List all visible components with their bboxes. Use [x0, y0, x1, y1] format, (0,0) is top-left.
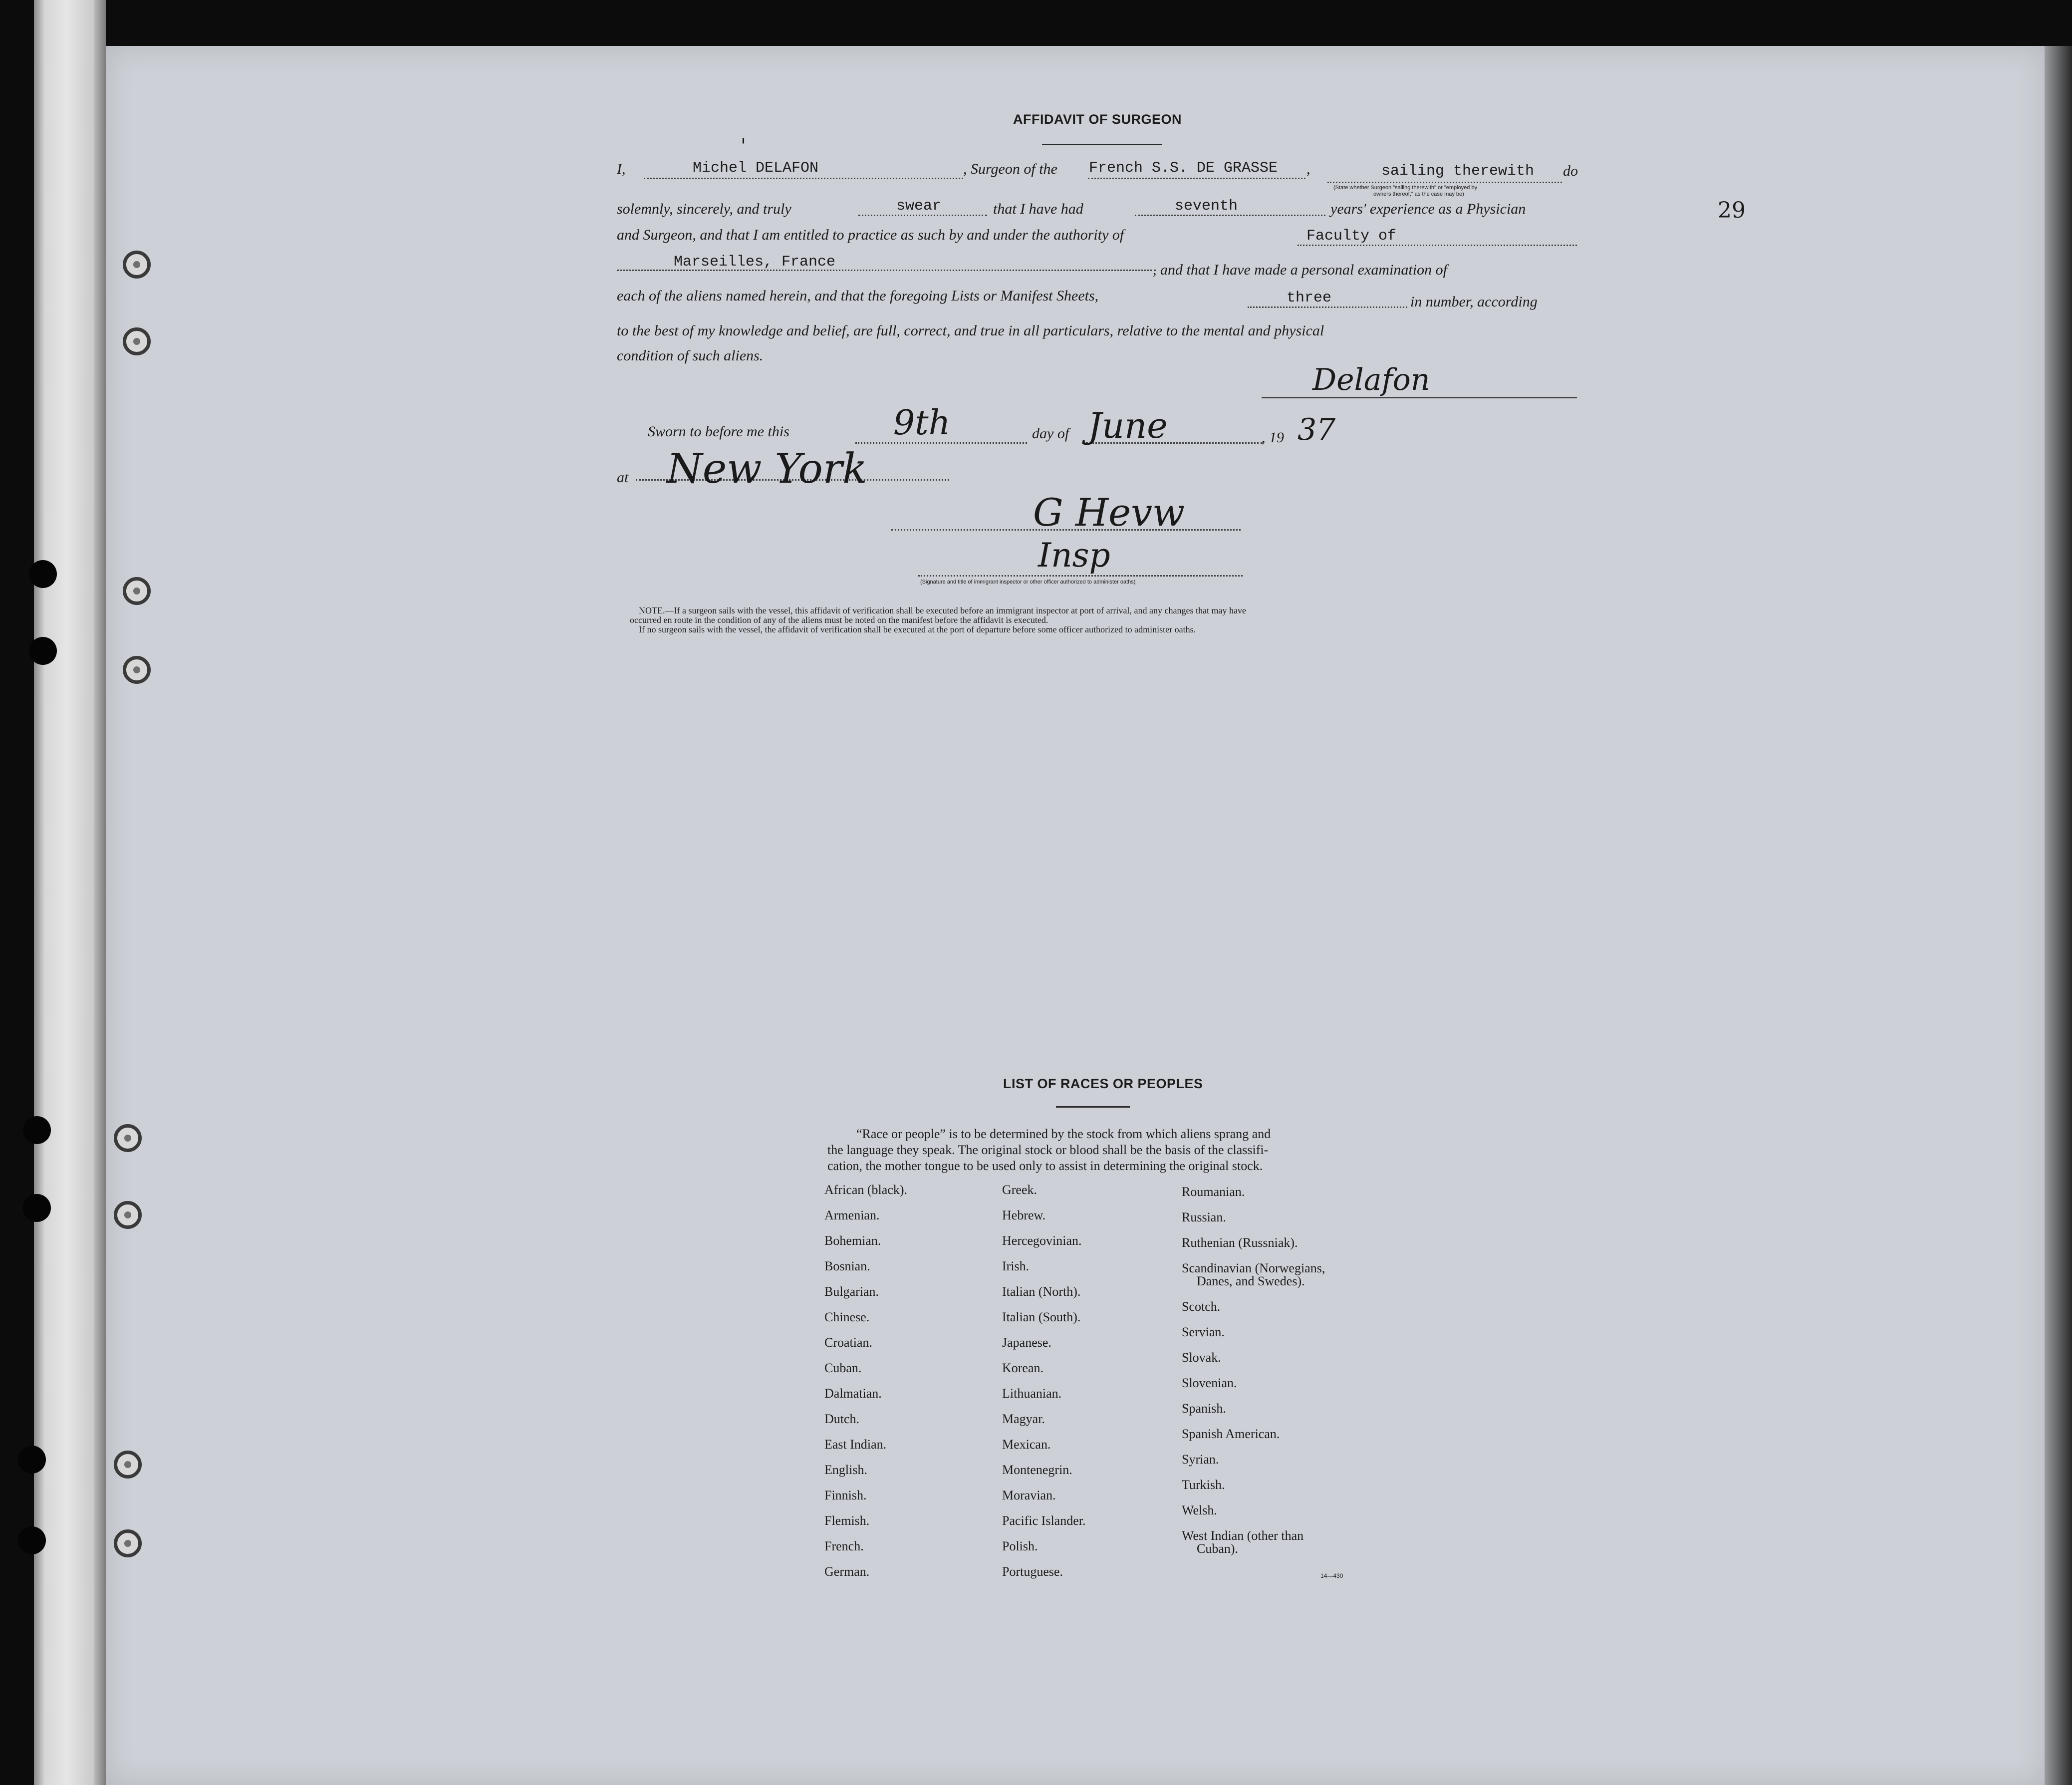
text-19: , 19: [1262, 429, 1284, 446]
officer-signature: G Hevw: [1033, 490, 1185, 535]
race-item: Dalmatian.: [824, 1386, 882, 1401]
race-item: Lithuanian.: [1002, 1386, 1062, 1401]
race-item: Slovenian.: [1182, 1376, 1237, 1390]
race-item: Moravian.: [1002, 1488, 1056, 1502]
race-item: Irish.: [1002, 1259, 1030, 1273]
place: New York: [667, 445, 867, 493]
race-item: Syrian.: [1182, 1452, 1219, 1467]
text-personal-examination: , and that I have made a personal examination of: [1153, 262, 1447, 278]
sailing-note-1: (State whether Surgeon "sailing therewith" or "employed by: [1333, 185, 1478, 191]
punch-hole: [123, 251, 151, 279]
race-item: Scotch.: [1182, 1299, 1221, 1314]
punch-hole: [123, 327, 151, 355]
oath-word: swear: [896, 198, 942, 215]
punch-hole: [29, 560, 57, 588]
race-item: Bosnian.: [824, 1259, 870, 1273]
race-item: Korean.: [1002, 1361, 1044, 1375]
race-item: Spanish American.: [1182, 1427, 1280, 1441]
note-line-2: occurred en route in the condition of any of the aliens must be noted on the manifest before the affidavit is executed.: [630, 615, 1048, 625]
text-solemnly: solemnly, sincerely, and truly: [617, 201, 791, 217]
race-item: Servian.: [1182, 1325, 1225, 1339]
note-line-3: If no surgeon sails with the vessel, the affidavit of verification shall be executed at the port of departure before some officer authorized to administer oaths.: [639, 624, 1196, 634]
race-item: East Indian.: [824, 1437, 887, 1452]
race-item: Finnish.: [824, 1488, 867, 1502]
text-at: at: [617, 469, 629, 486]
sailing-line: [1327, 182, 1562, 183]
race-item: Roumanian.: [1182, 1185, 1245, 1199]
race-item: Bulgarian.: [824, 1284, 879, 1299]
punch-hole: [18, 1526, 46, 1554]
race-item: Portuguese.: [1002, 1564, 1063, 1579]
text-to-the-best: to the best of my knowledge and belief, are full, correct, and true in all particulars, relative to the mental and physical: [617, 322, 1324, 339]
binder-strip: [34, 0, 94, 1785]
officer-title-line: [918, 575, 1243, 577]
punch-hole: [123, 577, 151, 605]
race-item: Bohemian.: [824, 1233, 881, 1248]
race-item: English.: [824, 1463, 867, 1477]
authority-1: Faculty of: [1306, 228, 1397, 245]
punch-hole: [123, 656, 151, 684]
races-title: LIST OF RACES OR PEOPLES: [1003, 1076, 1203, 1091]
race-item: Turkish.: [1182, 1478, 1225, 1492]
text-in-number: in number, according: [1410, 294, 1538, 310]
text-do: do: [1563, 163, 1578, 179]
races-intro-3: cation, the mother tongue to be used only to assist in determining the original stock.: [827, 1159, 1263, 1173]
text-each-of-the-aliens: each of the aliens named herein, and that the foregoing Lists or Manifest Sheets,: [617, 288, 1099, 304]
text-surgeon-of: , Surgeon of the: [963, 161, 1057, 177]
sworn-day: 9th: [893, 403, 951, 443]
affidavit-title: AFFIDAVIT OF SURGEON: [1013, 112, 1182, 127]
text-and-surgeon: and Surgeon, and that I am entitled to practice as such by and under the authority of: [617, 227, 1124, 243]
binder-edge: [94, 0, 106, 1785]
race-item: Pacific Islander.: [1002, 1513, 1086, 1528]
race-item: Italian (South).: [1002, 1310, 1081, 1324]
officer-caption: (Signature and title of immigrant inspector or other officer authorized to administer oaths): [920, 579, 1136, 585]
race-item: Danes, and Swedes).: [1197, 1274, 1305, 1288]
oath-line: [858, 215, 987, 216]
race-item: Italian (North).: [1002, 1284, 1081, 1299]
race-item: Ruthenian (Russniak).: [1182, 1235, 1298, 1250]
race-item: Japanese.: [1002, 1335, 1051, 1350]
race-item: Russian.: [1182, 1210, 1226, 1224]
sworn-month: June: [1088, 405, 1168, 446]
vessel-line: [1088, 178, 1305, 179]
text-comma: ,: [1306, 161, 1310, 177]
officer-title: Insp: [1038, 536, 1110, 575]
punch-hole: [23, 1116, 51, 1144]
race-item: Chinese.: [824, 1310, 870, 1324]
race-item: Polish.: [1002, 1539, 1038, 1553]
race-item: Dutch.: [824, 1412, 860, 1426]
title-rule: [1042, 144, 1162, 145]
text-day-of: day of: [1032, 425, 1069, 442]
race-item: French.: [824, 1539, 864, 1553]
punch-hole: [114, 1124, 142, 1152]
text-sworn: Sworn to before me this: [648, 423, 789, 440]
sheets-line: [1248, 306, 1407, 308]
note-line-1: NOTE.—If a surgeon sails with the vessel, this affidavit of verification shall be executed before an immigrant inspector at port of arrival, and any changes that may have: [639, 605, 1246, 615]
race-item: Croatian.: [824, 1335, 873, 1350]
surgeon-signature: Delafon: [1312, 362, 1430, 397]
race-item: Hebrew.: [1002, 1208, 1046, 1222]
surgeon-name-line: [644, 178, 963, 179]
text-I: I,: [617, 161, 626, 177]
text-that-i-have-had: that I have had: [993, 201, 1083, 217]
surgeon-signature-line: [1262, 397, 1577, 398]
race-item: West Indian (other than: [1182, 1528, 1304, 1543]
authority-2: Marseilles, France: [674, 254, 836, 271]
punch-hole: [114, 1529, 142, 1557]
surgeon-name: Michel DELAFON: [693, 160, 819, 177]
text-condition: condition of such aliens.: [617, 347, 764, 364]
race-item: Cuban.: [824, 1361, 862, 1375]
race-item: African (black).: [824, 1183, 908, 1197]
race-item: Spanish.: [1182, 1401, 1226, 1416]
race-item: Armenian.: [824, 1208, 880, 1222]
punch-hole: [18, 1446, 46, 1474]
races-intro-2: the language they speak. The original stock or blood shall be the basis of the classifi-: [827, 1143, 1269, 1157]
races-title-rule: [1056, 1106, 1130, 1108]
race-item: Hercegovinian.: [1002, 1233, 1082, 1248]
races-intro-1: “Race or people” is to be determined by the stock from which aliens sprang and: [856, 1127, 1271, 1141]
page-number: 29: [1718, 198, 1746, 223]
sworn-year: 37: [1297, 412, 1336, 447]
race-item: Flemish.: [824, 1513, 870, 1528]
text-years-experience: years' experience as a Physician: [1330, 201, 1526, 217]
punch-hole: [23, 1194, 51, 1222]
race-item: Greek.: [1002, 1183, 1037, 1197]
race-item: Magyar.: [1002, 1412, 1045, 1426]
authority-line: [1297, 245, 1577, 246]
race-item: German.: [824, 1564, 870, 1579]
punch-hole: [29, 637, 57, 665]
race-item: Cuban).: [1197, 1541, 1239, 1556]
punch-hole: [114, 1451, 142, 1479]
years-line: [1135, 215, 1325, 216]
form-code: 14—430: [1320, 1572, 1343, 1579]
sheets-count: three: [1287, 290, 1332, 306]
race-item: Scandinavian (Norwegians,: [1182, 1261, 1325, 1275]
race-item: Mexican.: [1002, 1437, 1051, 1452]
sailing-status: sailing therewith: [1381, 163, 1535, 180]
pen-mark: ': [741, 135, 746, 158]
race-item: Slovak.: [1182, 1350, 1221, 1365]
officer-signature-line: [891, 529, 1241, 531]
sailing-note-2: owners thereof," as the case may be): [1373, 191, 1464, 197]
vessel-name: French S.S. DE GRASSE: [1089, 160, 1278, 177]
race-item: Montenegrin.: [1002, 1463, 1072, 1477]
page-edge-shadow: [2045, 46, 2072, 1785]
punch-hole: [114, 1201, 142, 1229]
years-value: seventh: [1175, 198, 1238, 215]
race-item: Welsh.: [1182, 1503, 1217, 1517]
